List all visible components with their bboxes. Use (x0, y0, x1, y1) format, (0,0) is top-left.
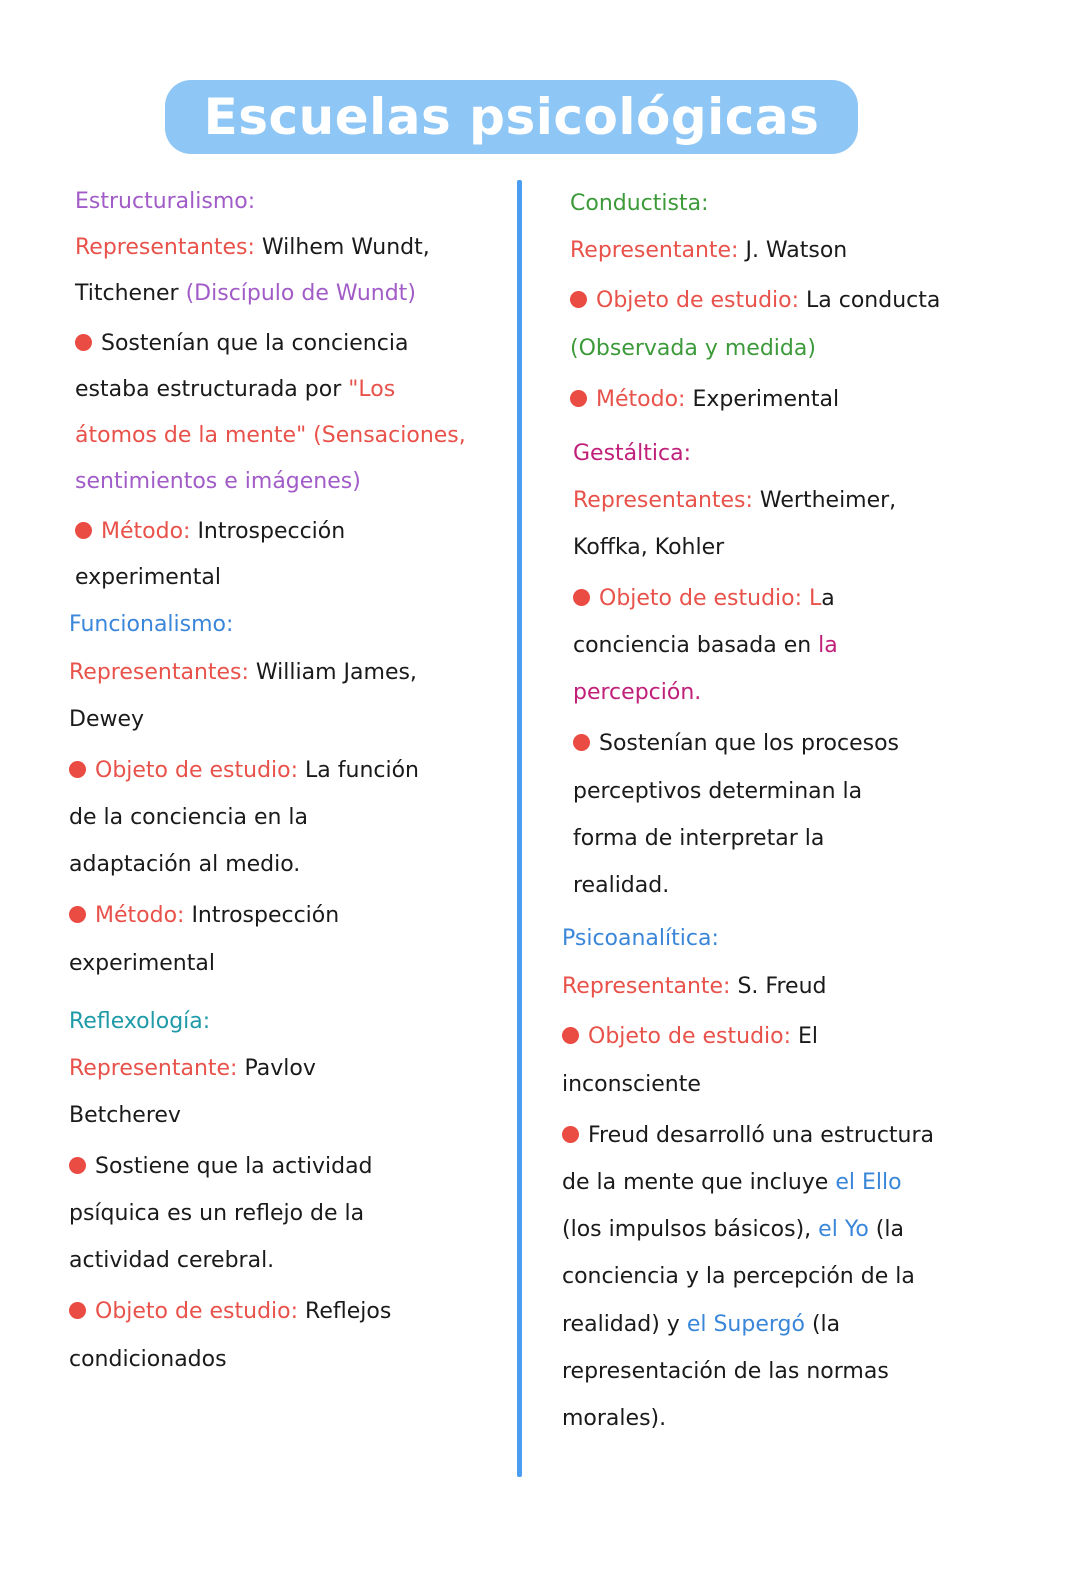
rep-label: Representantes: (573, 488, 753, 513)
bullet-highlight: el Yo (818, 1217, 869, 1242)
reflexologia-representante (69, 1054, 316, 1084)
objeto-line: percepción. (573, 680, 702, 705)
metodo-label: Método: (101, 519, 191, 544)
estructuralismo-metodo (75, 517, 345, 547)
gestaltica-representantes (573, 486, 896, 516)
conductista-representante (570, 236, 847, 266)
bullet-dot-icon (69, 906, 86, 923)
bullet-dot-icon (573, 589, 590, 606)
bullet-dot-icon (562, 1027, 579, 1044)
funcionalismo-heading: Funcionalismo: (69, 612, 234, 637)
rep-label: Representante: (69, 1056, 238, 1081)
objeto-value: Reflejos (298, 1299, 392, 1324)
objeto-label: Objeto de estudio: (95, 1299, 299, 1324)
objeto-text: conciencia basada en (573, 633, 819, 658)
rep-value: Wertheimer, (752, 488, 897, 513)
bullet-line: realidad. (573, 873, 670, 898)
bullet-text: Sostenían que la conciencia (101, 331, 409, 356)
gestaltica-bullet-1 (573, 729, 899, 759)
estructuralismo-bullet-1 (75, 329, 408, 359)
bullet-text: Sostiene que la actividad (95, 1154, 373, 1179)
bullet-line: conciencia y la percepción de la (562, 1264, 915, 1289)
column-divider (517, 180, 522, 1477)
objeto-value: a (821, 586, 835, 611)
bullet-text: Freud desarrolló una estructura (588, 1123, 935, 1148)
conductista-heading: Conductista: (570, 191, 709, 216)
metodo-line2: experimental (75, 565, 221, 590)
rep-value: J. Watson (738, 238, 848, 263)
metodo-line2: experimental (69, 951, 215, 976)
psicoanalitica-representante (562, 972, 826, 1002)
funcionalismo-representantes (69, 658, 417, 688)
metodo-value: Introspección (190, 519, 346, 544)
objeto-line: (Observada y medida) (570, 336, 816, 361)
bullet-dot-icon (573, 734, 590, 751)
bullet-line (562, 1310, 840, 1340)
objeto-line: inconsciente (562, 1072, 701, 1097)
objeto-highlight: la (818, 633, 838, 658)
bullet-dot-icon (69, 761, 86, 778)
reflexologia-objeto (69, 1297, 391, 1327)
objeto-label: Objeto de estudio: (588, 1024, 792, 1049)
bullet-line: actividad cerebral. (69, 1248, 275, 1273)
funcionalismo-metodo (69, 901, 339, 931)
bullet-dot-icon (75, 522, 92, 539)
rep-line2: Dewey (69, 707, 145, 732)
rep-value: Wilhem Wundt, (254, 235, 430, 260)
conductista-objeto (570, 286, 940, 316)
bullet-dot-icon (562, 1126, 579, 1143)
title-banner (165, 80, 858, 154)
rep-line2: Betcherev (69, 1103, 181, 1128)
objeto-label: Objeto de estudio: (599, 586, 803, 611)
objeto-line: adaptación al medio. (69, 852, 301, 877)
bullet-line: morales). (562, 1406, 667, 1431)
objeto-value: L (802, 586, 822, 611)
metodo-label: Método: (95, 903, 185, 928)
bullet-dot-icon (570, 291, 587, 308)
bullet-text: Sostenían que los procesos (599, 731, 899, 756)
bullet-highlight: el Ello (835, 1170, 902, 1195)
rep-line2: Koffka, Kohler (573, 535, 725, 560)
gestaltica-objeto (573, 584, 835, 614)
page-title: Escuelas psicológicas (203, 88, 820, 146)
funcionalismo-objeto (69, 756, 419, 786)
bullet-line (562, 1168, 902, 1198)
bullet-text: estaba estructurada por (75, 377, 349, 402)
bullet-dot-icon (570, 390, 587, 407)
estructuralismo-representantes (75, 233, 430, 263)
objeto-value: La función (298, 758, 419, 783)
bullet-text: (los impulsos básicos), (562, 1217, 819, 1242)
metodo-value: Experimental (685, 387, 840, 412)
bullet-text: realidad) y (562, 1312, 687, 1337)
reflexologia-heading: Reflexología: (69, 1009, 211, 1034)
rep-label: Representantes: (75, 235, 255, 260)
psicoanalitica-heading: Psicoanalítica: (562, 926, 719, 951)
bullet-highlight: "Los (348, 377, 396, 402)
bullet-line: átomos de la mente" (Sensaciones, (75, 423, 466, 448)
bullet-dot-icon (69, 1302, 86, 1319)
bullet-line: sentimientos e imágenes) (75, 469, 361, 494)
rep-label: Representantes: (69, 660, 249, 685)
bullet-text: (la (804, 1312, 841, 1337)
bullet-text: (la (868, 1217, 904, 1242)
bullet-highlight: el Supergó (686, 1312, 805, 1337)
bullet-dot-icon (69, 1157, 86, 1174)
metodo-value: Introspección (184, 903, 340, 928)
bullet-line (75, 375, 395, 405)
bullet-line: representación de las normas (562, 1359, 889, 1384)
psicoanalitica-bullet-1 (562, 1121, 934, 1151)
reflexologia-bullet-1 (69, 1152, 373, 1182)
objeto-label: Objeto de estudio: (596, 288, 800, 313)
rep-value: William James, (248, 660, 417, 685)
objeto-line: de la conciencia en la (69, 805, 309, 830)
psicoanalitica-objeto (562, 1022, 818, 1052)
estructuralismo-representantes-cont (75, 279, 416, 309)
objeto-value: El (791, 1024, 819, 1049)
objeto-line (573, 631, 838, 661)
rep-value: S. Freud (730, 974, 827, 999)
rep-label: Representante: (562, 974, 731, 999)
gestaltica-heading: Gestáltica: (573, 441, 691, 466)
conductista-metodo (570, 385, 839, 415)
bullet-line: perceptivos determinan la (573, 779, 863, 804)
rep-label: Representante: (570, 238, 739, 263)
rep-value: Pavlov (237, 1056, 316, 1081)
objeto-label: Objeto de estudio: (95, 758, 299, 783)
bullet-line: psíquica es un reflejo de la (69, 1201, 365, 1226)
rep-line2: Titchener (75, 281, 186, 306)
metodo-label: Método: (596, 387, 686, 412)
rep-note: (Discípulo de Wundt) (185, 281, 416, 306)
bullet-text: de la mente que incluye (562, 1170, 836, 1195)
objeto-line: condicionados (69, 1347, 227, 1372)
objeto-value: La conducta (799, 288, 941, 313)
bullet-line: forma de interpretar la (573, 826, 825, 851)
estructuralismo-heading: Estructuralismo: (75, 189, 256, 214)
bullet-line (562, 1215, 904, 1245)
bullet-dot-icon (75, 334, 92, 351)
